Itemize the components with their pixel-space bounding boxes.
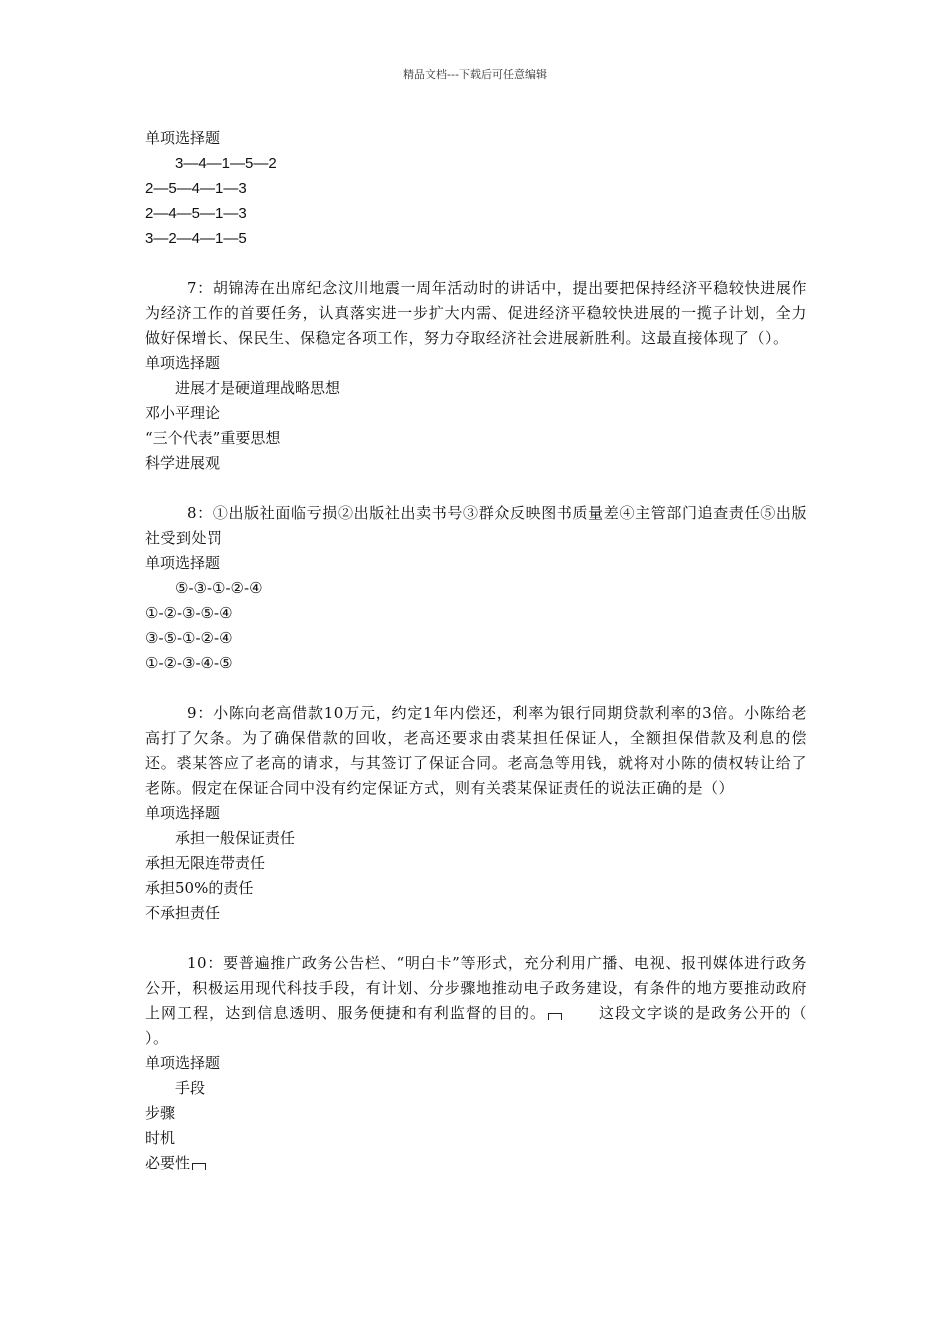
question-text: 9：小陈向老高借款10万元，约定1年内偿还，利率为银行同期贷款利率的3倍。小陈给老高打了欠条。为了确保借款的回收，老高还要求由裘某担任保证人，全额担保借款及利息的偿还。裘某答应了老高的请求，与其签订了保证合同。老高急等用钱，就将对小陈的债权转让给了老陈。假定在保证合同中没有约定保证方式，则有关裘某保证责任的说法正确的是（） [145, 704, 807, 797]
question-type: 单项选择题 [145, 129, 221, 147]
option-d: 必要性 [145, 1154, 191, 1172]
option-c: 时机 [145, 1129, 176, 1147]
option-b: ①-②-③-⑤-④ [145, 604, 233, 622]
question-text-part-a: 10：要普遍推广政务公告栏、“明白卡”等形式，充分利用广播、电视、报刊媒体进行政务公开，积极运用现代科技手段，有计划、分步骤地推动电子政务建设，有条件的地方要推动政府上网工程，达到信息透明、服务便捷和有利监督的目的。 [145, 954, 807, 1022]
option-b: 邓小平理论 [145, 404, 221, 422]
document-body [145, 126, 807, 1176]
option-a: 进展才是硬道理战略思想 [175, 379, 341, 397]
question-text: 7：胡锦涛在出席纪念汶川地震一周年活动时的讲话中，提出要把保持经济平稳较快进展作为经济工作的首要任务，认真落实进一步扩大内需、促进经济平稳较快进展的一揽子计划，全力做好保增长、保民生、保稳定各项工作，努力夺取经济社会进展新胜利。这最直接体现了（）。 [145, 279, 807, 347]
page-header: 精品文档---下载后可任意编辑 [403, 68, 547, 81]
option-c: “三个代表”重要思想 [145, 429, 281, 447]
question-type: 单项选择题 [145, 1054, 221, 1072]
option-a: 3—4—1—5—2 [175, 155, 277, 172]
question-text: 8：①出版社面临亏损②出版社出卖书号③群众反映图书质量差④主管部门追查责任⑤出版社受到处罚 [145, 504, 807, 547]
question-type: 单项选择题 [145, 554, 221, 572]
question-text-part-b: 这段文字谈的是政务公开的（ ）。 [145, 1004, 807, 1047]
option-a: 承担一般保证责任 [175, 829, 296, 847]
option-a: ⑤-③-①-②-④ [175, 579, 263, 597]
option-b: 2—5—4—1—3 [145, 180, 247, 197]
question-block-6 [145, 126, 807, 251]
option-c: 2—4—5—1—3 [145, 205, 247, 222]
option-c: ③-⑤-①-②-④ [145, 629, 233, 647]
option-d: 不承担责任 [145, 904, 221, 922]
option-c: 承担50%的责任 [145, 879, 254, 897]
question-text [145, 951, 807, 1051]
question-block-10 [145, 951, 807, 1176]
question-type: 单项选择题 [145, 804, 221, 822]
question-block-7 [145, 276, 807, 476]
option-b: 步骤 [145, 1104, 176, 1122]
placeholder-mark-icon [548, 1013, 562, 1020]
question-type: 单项选择题 [145, 354, 221, 372]
option-b: 承担无限连带责任 [145, 854, 266, 872]
option-a: 手段 [175, 1079, 206, 1097]
option-d: 科学进展观 [145, 454, 221, 472]
option-d-row [145, 1151, 807, 1176]
option-d: 3—2—4—1—5 [145, 230, 247, 247]
question-block-9 [145, 701, 807, 926]
option-d: ①-②-③-④-⑤ [145, 654, 233, 672]
placeholder-mark-icon [192, 1163, 206, 1170]
question-block-8 [145, 501, 807, 676]
